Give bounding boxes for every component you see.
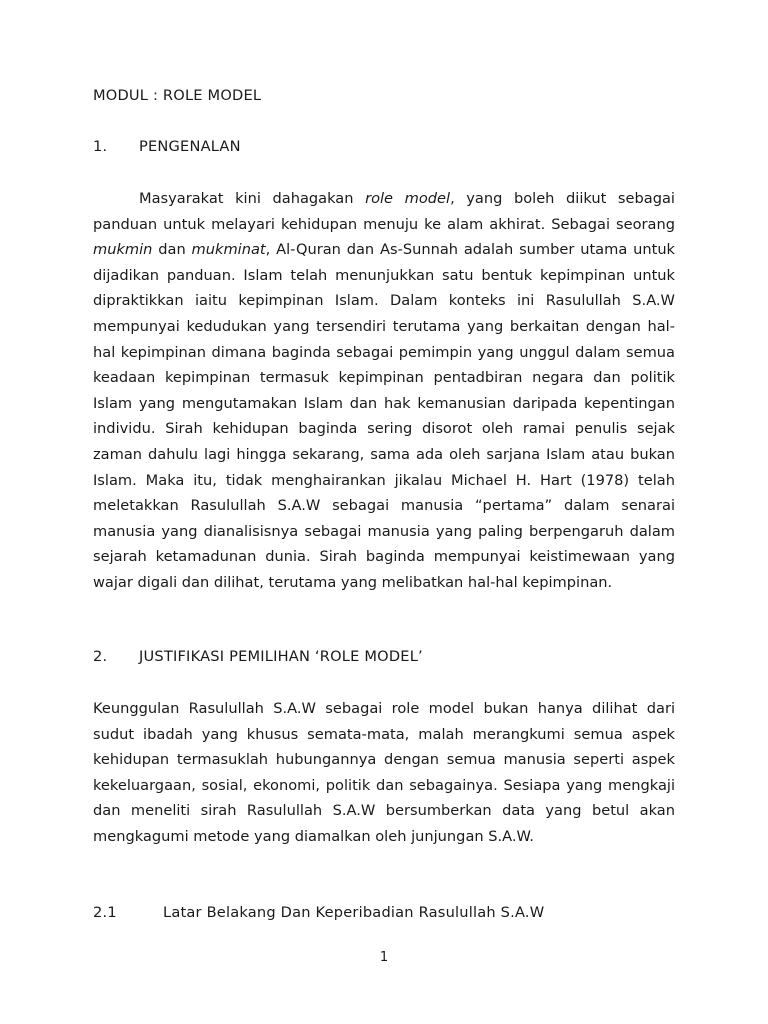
paragraph-text: , Al-Quran dan As-Sunnah adalah sumber utama untuk dijadikan panduan. Islam telah menunjukkan satu bentuk kepimpinan untuk dipraktikkan iaitu kepimpinan Islam. Dalam konteks ini Rasulullah S.A.W mempunyai kedudukan yang tersendiri terutama yang berkaitan dengan hal-hal kepimpinan dimana baginda sebagai pemimpin yang unggul dalam semua keadaan kepimpinan termasuk kepimpinan pentadbiran negara dan politik Islam yang mengutamakan Islam dan hak kemanusian daripada kepentingan individu. Sirah kehidupan baginda sering disorot oleh ramai penulis sejak zaman dahulu lagi hingga sekarang, sama ada oleh sarjana Islam atau bukan Islam. Maka itu, tidak menghairankan jikalau Michael H. Hart (1978) telah meletakkan Rasulullah S.A.W sebagai manusia “pertama” dalam senarai manusia yang dianalisisnya sebagai manusia yang paling berpengaruh dalam sejarah ketamadunan dunia. Sirah baginda mempunyai keistimewaan yang wajar digali dan dilihat, terutama yang melibatkan hal-hal kepimpinan. [93,241,676,591]
section-1-heading: PENGENALAN [139,138,241,155]
paragraph-text: Masyarakat kini dahagakan [139,190,366,207]
section-2-1-number: 2.1 [93,904,117,921]
emphasis-mukmin: mukmin [93,241,153,259]
page-number: 1 [379,950,389,965]
emphasis-mukminat: mukminat [191,241,266,259]
paragraph-text: , yang boleh diikut sebagai panduan untuk melayari kehidupan menuju ke alam akhirat. Sebagai seorang [93,190,675,233]
section-1-paragraph [93,186,675,596]
paragraph-text: dan [152,241,192,259]
section-2-number: 2. [93,648,108,665]
emphasis-role-model: role model [365,190,451,207]
section-2-1-heading: Latar Belakang Dan Keperibadian Rasulullah S.A.W [163,904,545,921]
section-2-heading: JUSTIFIKASI PEMILIHAN ‘ROLE MODEL’ [139,648,423,665]
section-2-paragraph: Keunggulan Rasulullah S.A.W sebagai role model bukan hanya dilihat dari sudut ibadah yang khusus semata-mata, malah merangkumi semua aspek kehidupan termasuklah hubungannya dengan semua manusia seperti aspek kekeluargaan, sosial, ekonomi, politik dan sebagainya. Sesiapa yang mengkaji dan meneliti sirah Rasulullah S.A.W bersumberkan data yang betul akan mengkagumi metode yang diamalkan oleh junjungan S.A.W. [93,700,675,845]
section-1-number: 1. [93,138,108,155]
document-title: MODUL : ROLE MODEL [93,87,262,104]
